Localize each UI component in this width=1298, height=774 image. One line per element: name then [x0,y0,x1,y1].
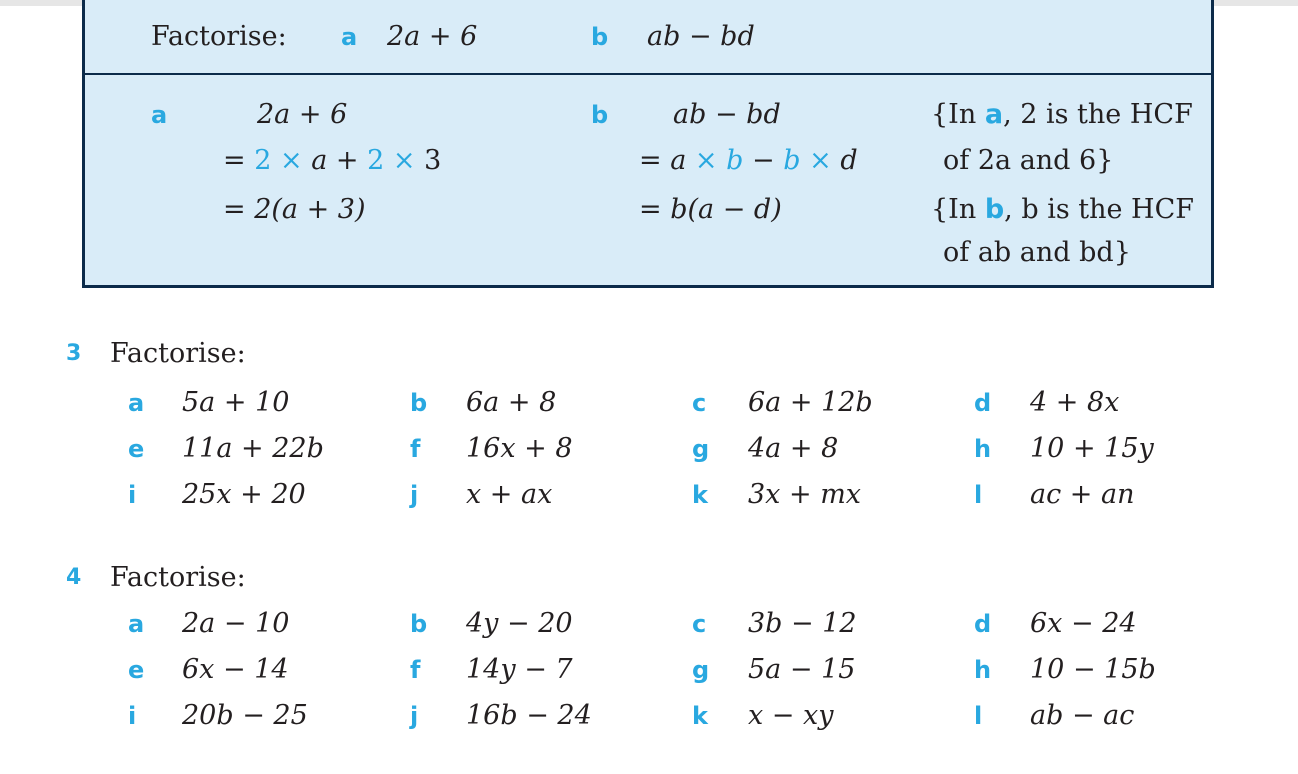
example-question-label: Factorise: [151,21,287,52]
exercise-item-label: g [692,656,710,684]
exercise-item-expression: x − xy [748,700,834,731]
solution-a-label: a [151,101,168,129]
exercise-item-label: a [128,389,145,417]
exercise-item-expression: 16b − 24 [466,700,592,731]
solution-a-line2: = 2 × a + 2 × 3 [223,145,442,176]
solution-b-factor2: b × [783,145,832,176]
exercise-item-expression: 6a + 12b [748,387,873,418]
exercise-item-expression: 25x + 20 [182,479,306,510]
solution-b-line3: = b(a − d) [639,194,782,225]
exercise-item-expression: 2a − 10 [182,608,290,639]
exercise-item-label: l [974,702,983,730]
exercise-item-expression: 16x + 8 [466,433,573,464]
note-a-line2: of 2a and 6} [943,145,1114,176]
solution-b-label: b [591,101,609,129]
exercise-item-label: b [410,610,428,638]
exercise-item-expression: 6x − 14 [182,654,289,685]
exercise-item-label: f [410,435,421,463]
exercise-item-expression: 3b − 12 [748,608,857,639]
exercise-4-number: 4 [66,565,82,590]
exercise-item-label: g [692,435,710,463]
example-part-a-expr: 2a + 6 [387,21,478,52]
example-box [82,0,1214,288]
exercise-item-expression: ac + an [1030,479,1135,510]
exercise-item-label: f [410,656,421,684]
exercise-item-expression: 10 + 15y [1030,433,1154,464]
solution-b-line1: ab − bd [673,99,781,130]
exercise-item-expression: 4 + 8x [1030,387,1120,418]
solution-b-line2: = a × b − b × d [639,145,858,176]
exercise-item-expression: 20b − 25 [182,700,308,731]
exercise-item-expression: 6x − 24 [1030,608,1137,639]
exercise-item-label: b [410,389,428,417]
example-divider [85,73,1211,75]
exercise-item-label: i [128,481,137,509]
exercise-item-label: j [410,481,419,509]
example-part-a-label: a [341,23,358,51]
exercise-item-label: k [692,481,708,509]
exercise-item-label: k [692,702,708,730]
example-part-b-expr: ab − bd [647,21,755,52]
note-b-line1: {In b, b is the HCF [931,194,1194,225]
solution-a-factor2: 2 × [367,145,416,176]
exercise-item-expression: x + ax [466,479,553,510]
exercise-4-instruction: Factorise: [110,562,246,593]
exercise-item-expression: 10 − 15b [1030,654,1156,685]
exercise-item-label: c [692,389,707,417]
solution-a-factor1: 2 × [254,145,303,176]
exercise-3-number: 3 [66,341,82,366]
exercise-item-label: i [128,702,137,730]
exercise-item-expression: ab − ac [1030,700,1135,731]
exercise-item-expression: 5a + 10 [182,387,290,418]
exercise-item-label: d [974,389,992,417]
exercise-item-expression: 4y − 20 [466,608,573,639]
exercise-3-instruction: Factorise: [110,338,246,369]
exercise-item-label: e [128,656,145,684]
exercise-item-label: d [974,610,992,638]
exercise-item-label: c [692,610,707,638]
exercise-item-label: l [974,481,983,509]
example-part-b-label: b [591,23,609,51]
exercise-item-expression: 11a + 22b [182,433,324,464]
solution-a-line1: 2a + 6 [257,99,348,130]
note-b-line2: of ab and bd} [943,237,1131,268]
exercise-item-label: h [974,435,992,463]
solution-a-line3: = 2(a + 3) [223,194,366,225]
exercise-item-label: h [974,656,992,684]
exercise-item-expression: 5a − 15 [748,654,856,685]
exercise-item-expression: 4a + 8 [748,433,839,464]
exercise-item-label: e [128,435,145,463]
exercise-item-label: a [128,610,145,638]
exercise-item-expression: 14y − 7 [466,654,573,685]
exercise-item-label: j [410,702,419,730]
exercise-item-expression: 6a + 8 [466,387,557,418]
solution-b-factor1: × b [694,145,744,176]
note-a-line1: {In a, 2 is the HCF [931,99,1193,130]
exercise-item-expression: 3x + mx [748,479,862,510]
